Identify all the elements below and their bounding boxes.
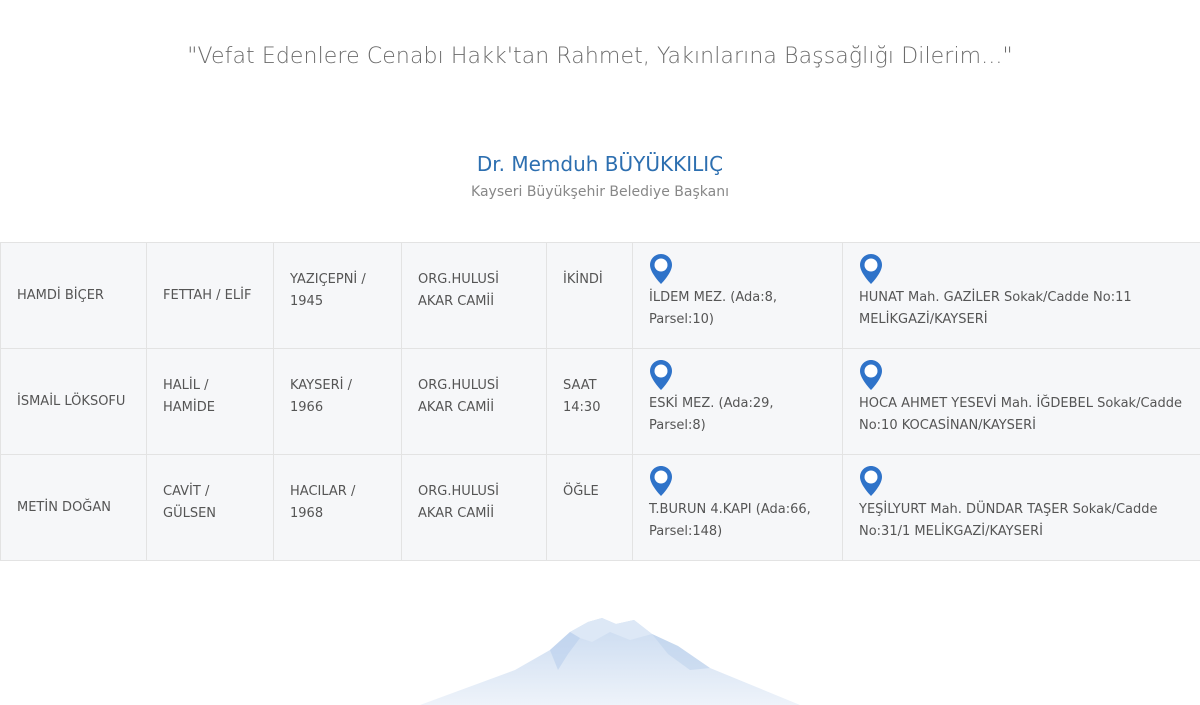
parents-names: HALİL / HAMİDE <box>147 349 274 455</box>
birthplace-year: HACILAR / 1968 <box>274 455 402 561</box>
funeral-mosque: ORG.HULUSİ AKAR CAMİİ <box>402 243 547 349</box>
address-cell <box>843 349 1200 455</box>
cemetery-location: T.BURUN 4.KAPI (Ada:66, Parsel:148) <box>649 502 811 539</box>
table-row <box>1 243 1200 349</box>
map-pin-icon[interactable] <box>859 253 883 285</box>
funeral-mosque: ORG.HULUSİ AKAR CAMİİ <box>402 455 547 561</box>
mayor-name: Dr. Memduh BÜYÜKKILIÇ <box>476 152 724 176</box>
birthplace-year: KAYSERİ / 1966 <box>274 349 402 455</box>
prayer-time: SAAT 14:30 <box>547 349 633 455</box>
deceased-name: HAMDİ BİÇER <box>1 243 147 349</box>
address-cell <box>843 455 1200 561</box>
parents-names: CAVİT / GÜLSEN <box>147 455 274 561</box>
cemetery-cell <box>633 455 843 561</box>
home-address: HUNAT Mah. GAZİLER Sokak/Cadde No:11 MELİKGAZİ/KAYSERİ <box>859 290 1132 327</box>
cemetery-location: ESKİ MEZ. (Ada:29, Parsel:8) <box>649 396 774 433</box>
map-pin-icon[interactable] <box>649 465 673 497</box>
deceased-name: METİN DOĞAN <box>1 455 147 561</box>
cemetery-cell <box>633 243 843 349</box>
mayor-title: Kayseri Büyükşehir Belediye Başkanı <box>471 184 729 200</box>
deceased-name: İSMAİL LÖKSOFU <box>1 349 147 455</box>
funeral-mosque: ORG.HULUSİ AKAR CAMİİ <box>402 349 547 455</box>
death-notice-table <box>0 242 1200 561</box>
birthplace-year: YAZIÇEPNİ / 1945 <box>274 243 402 349</box>
address-cell <box>843 243 1200 349</box>
cemetery-location: İLDEM MEZ. (Ada:8, Parsel:10) <box>649 290 777 327</box>
home-address: HOCA AHMET YESEVİ Mah. İĞDEBEL Sokak/Cadde No:10 KOCASİNAN/KAYSERİ <box>859 396 1183 433</box>
map-pin-icon[interactable] <box>859 465 883 497</box>
mount-erciyes-illustration <box>420 610 800 705</box>
table-row <box>1 349 1200 455</box>
parents-names: FETTAH / ELİF <box>147 243 274 349</box>
prayer-time: İKİNDİ <box>547 243 633 349</box>
condolence-quote: "Vefat Edenlere Cenabı Hakk'tan Rahmet, Yakınlarına Başsağlığı Dilerim..." <box>187 44 1013 69</box>
map-pin-icon[interactable] <box>859 359 883 391</box>
prayer-time: ÖĞLE <box>547 455 633 561</box>
cemetery-cell <box>633 349 843 455</box>
table-row <box>1 455 1200 561</box>
home-address: YEŞİLYURT Mah. DÜNDAR TAŞER Sokak/Cadde No:31/1 MELİKGAZİ/KAYSERİ <box>859 502 1158 539</box>
map-pin-icon[interactable] <box>649 253 673 285</box>
map-pin-icon[interactable] <box>649 359 673 391</box>
